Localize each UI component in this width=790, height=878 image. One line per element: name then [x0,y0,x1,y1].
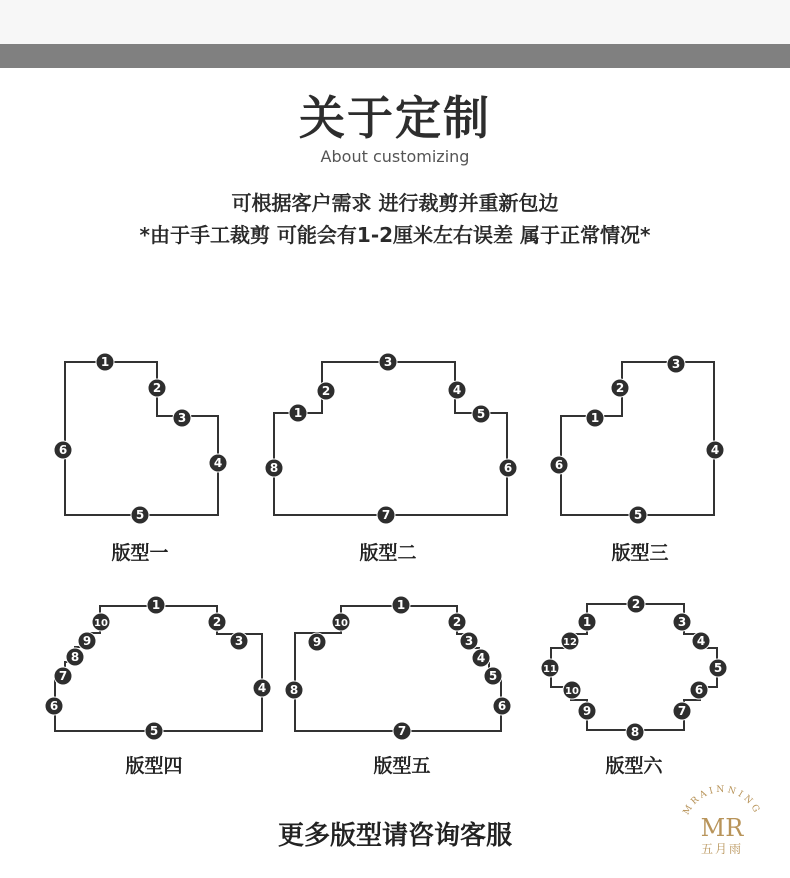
edge-marker-2 [208,613,226,631]
edge-marker-label: 2 [152,381,162,395]
edge-marker-1 [96,353,114,371]
edge-marker-2 [448,613,466,631]
edge-marker-1 [586,409,604,427]
edge-marker-7 [54,667,72,685]
edge-marker-label: 8 [269,461,279,475]
edge-marker-5 [472,405,490,423]
edge-marker-label: 4 [257,681,267,695]
shape-outline [295,606,501,731]
edge-marker-label: 6 [497,699,507,713]
edge-marker-label: 3 [671,357,681,371]
edge-marker-label: 6 [58,443,68,457]
edge-marker-label: 12 [563,637,577,648]
edge-marker-label: 1 [293,406,303,420]
logo-chinese: 五月雨 [700,842,743,856]
edge-marker-label: 4 [710,443,720,457]
edge-marker-label: 3 [177,411,187,425]
brand-logo [672,780,772,866]
logo-arc-text: MRAINNING [681,784,763,817]
edge-marker-label: 1 [100,355,110,369]
edge-marker-label: 2 [452,615,462,629]
edge-marker-2 [611,379,629,397]
edge-marker-label: 2 [631,597,641,611]
edge-marker-8 [66,648,84,666]
edge-marker-7 [377,506,395,524]
edge-marker-3 [173,409,191,427]
edge-marker-label: 9 [582,704,592,718]
edge-marker-9 [308,633,326,651]
edge-marker-2 [317,382,335,400]
shape-outline [65,362,218,515]
edge-marker-1 [289,404,307,422]
description-line-2: *由于手工裁剪 可能会有1-2厘米左右误差 属于正常情况* [139,223,651,247]
shape-1 [54,353,227,524]
edge-marker-6 [499,459,517,477]
shape-2 [265,353,517,524]
edge-marker-3 [667,355,685,373]
edge-marker-label: 6 [503,461,513,475]
shape-outline [561,362,714,515]
edge-marker-label: 5 [633,508,643,522]
shape-outline [55,606,262,731]
svg-text:MRAINNING [682,785,763,817]
edge-marker-label: 3 [383,355,393,369]
edge-marker-label: 6 [694,683,704,697]
edge-marker-label: 3 [464,634,474,648]
shape-label-4: 版型四 [125,755,183,777]
edge-marker-3 [673,613,691,631]
shape-label-3: 版型三 [611,542,669,564]
edge-marker-10 [332,613,350,631]
edge-marker-label: 10 [565,686,579,697]
edge-marker-label: 8 [70,650,80,664]
edge-marker-2 [627,595,645,613]
edge-marker-label: 7 [381,508,391,522]
edge-marker-11 [541,659,559,677]
shape-label-6: 版型六 [605,755,663,777]
shape-3 [550,355,724,524]
edge-marker-label: 1 [590,411,600,425]
edge-marker-1 [147,596,165,614]
edge-marker-6 [550,456,568,474]
edge-marker-1 [392,596,410,614]
edge-marker-label: 3 [234,634,244,648]
edge-marker-8 [265,459,283,477]
edge-marker-label: 10 [334,618,348,629]
edge-marker-5 [484,667,502,685]
edge-marker-label: 4 [452,383,462,397]
edge-marker-10 [563,681,581,699]
edge-marker-label: 5 [149,724,159,738]
edge-marker-1 [578,613,596,631]
shape-label-1: 版型一 [111,542,169,564]
edge-marker-6 [493,697,511,715]
shape-outline [551,604,717,730]
edge-marker-label: 2 [212,615,222,629]
shape-4 [45,596,271,740]
shape-label-2: 版型二 [359,542,417,564]
edge-marker-7 [673,702,691,720]
page-subtitle: About customizing [320,147,470,166]
edge-marker-label: 3 [677,615,687,629]
edge-marker-3 [230,632,248,650]
edge-marker-3 [379,353,397,371]
shape-6 [541,595,727,741]
edge-marker-6 [690,681,708,699]
edge-marker-4 [209,454,227,472]
edge-marker-label: 1 [582,615,592,629]
edge-marker-4 [706,441,724,459]
edge-marker-label: 6 [554,458,564,472]
shape-5 [285,596,511,740]
edge-marker-label: 1 [396,598,406,612]
edge-marker-5 [709,659,727,677]
page-title: 关于定制 [299,91,491,145]
edge-marker-label: 8 [289,683,299,697]
edge-marker-5 [629,506,647,524]
edge-marker-label: 6 [49,699,59,713]
edge-marker-label: 11 [543,664,557,675]
edge-marker-4 [692,632,710,650]
edge-marker-label: 5 [476,407,486,421]
edge-marker-label: 4 [213,456,223,470]
edge-marker-3 [460,632,478,650]
edge-marker-5 [145,722,163,740]
edge-marker-label: 2 [321,384,331,398]
edge-marker-10 [92,613,110,631]
edge-marker-2 [148,379,166,397]
logo-monogram: MR [700,814,744,842]
edge-marker-label: 4 [696,634,706,648]
edge-marker-label: 2 [615,381,625,395]
edge-marker-4 [253,679,271,697]
edge-marker-label: 10 [94,618,108,629]
edge-marker-7 [393,722,411,740]
footer-contact-text: 更多版型请咨询客服 [277,821,512,851]
shape-label-5: 版型五 [373,755,431,777]
shape-outline [274,362,507,515]
edge-marker-label: 9 [82,634,92,648]
edge-marker-label: 7 [397,724,407,738]
edge-marker-5 [131,506,149,524]
edge-marker-12 [561,632,579,650]
edge-marker-6 [45,697,63,715]
edge-marker-label: 8 [630,725,640,739]
edge-marker-label: 5 [488,669,498,683]
edge-marker-9 [78,632,96,650]
description-line-1: 可根据客户需求 进行裁剪并重新包边 [231,191,559,215]
edge-marker-label: 5 [135,508,145,522]
edge-marker-9 [578,702,596,720]
edge-marker-8 [285,681,303,699]
edge-marker-label: 1 [151,598,161,612]
edge-marker-label: 7 [677,704,687,718]
edge-marker-8 [626,723,644,741]
edge-marker-label: 5 [713,661,723,675]
edge-marker-label: 9 [312,635,322,649]
edge-marker-label: 7 [58,669,68,683]
edge-marker-label: 4 [476,651,486,665]
edge-marker-6 [54,441,72,459]
edge-marker-4 [472,649,490,667]
edge-marker-4 [448,381,466,399]
